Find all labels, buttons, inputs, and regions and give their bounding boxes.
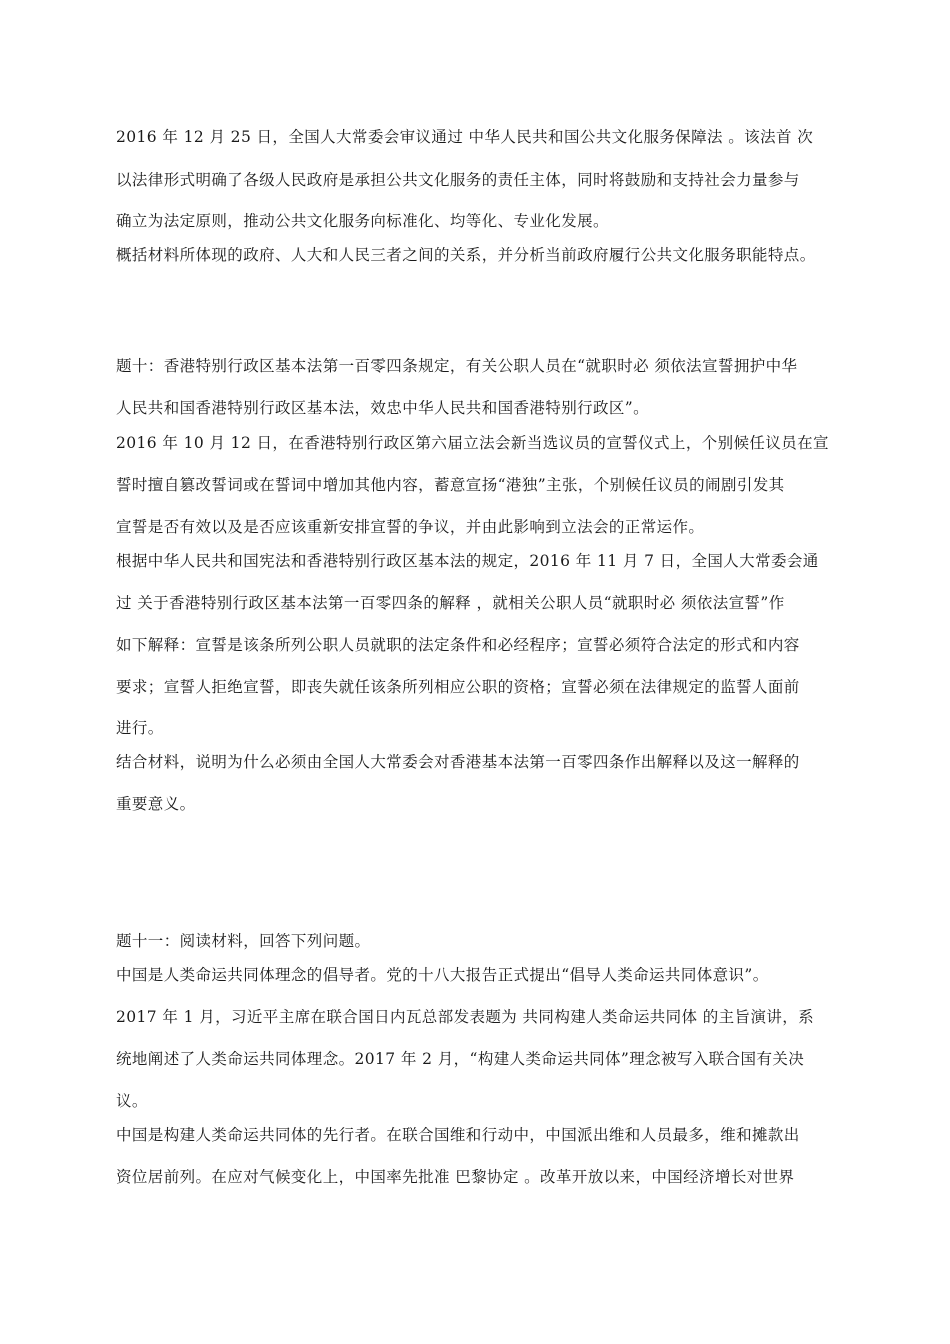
paragraph-line: 2017 年 1 月，习近平主席在联合国日内瓦总部发表题为 共同构建人类命运共同体 的主旨演讲，系 <box>116 1008 815 1026</box>
question-heading-line: 题十一：阅读材料，回答下列问题。 <box>116 932 371 950</box>
paragraph-line: 宣誓是否有效以及是否应该重新安排宣誓的争议，并由此影响到立法会的正常运作。 <box>116 518 705 536</box>
question-line: 结合材料，说明为什么必须由全国人大常委会对香港基本法第一百零四条作出解释以及这一解释的 <box>116 753 800 771</box>
paragraph-line: 确立为法定原则，推动公共文化服务向标准化、均等化、专业化发展。 <box>116 212 609 230</box>
paragraph-line: 以法律形式明确了各级人民政府是承担公共文化服务的责任主体，同时将鼓励和支持社会力量参与 <box>116 171 800 189</box>
paragraph-line: 要求；宣誓人拒绝宣誓，即丧失就任该条所列相应公职的资格；宣誓必须在法律规定的监誓人面前 <box>116 678 800 696</box>
paragraph-line: 如下解释：宣誓是该条所列公职人员就职的法定条件和必经程序；宣誓必须符合法定的形式和内容 <box>116 636 800 654</box>
paragraph-line: 进行。 <box>116 719 164 737</box>
paragraph-line: 2016 年 12 月 25 日，全国人大常委会审议通过 中华人民共和国公共文化服务保障法 。该法首 次 <box>116 128 814 146</box>
question-line: 概括材料所体现的政府、人大和人民三者之间的关系，并分析当前政府履行公共文化服务职能特点。 <box>116 246 816 264</box>
paragraph-line: 根据中华人民共和国宪法和香港特别行政区基本法的规定，2016 年 11 月 7 日，全国人大常委会通 <box>116 552 819 570</box>
paragraph-line: 2016 年 10 月 12 日，在香港特别行政区第六届立法会新当选议员的宣誓仪式上，个别候任议员在宣 <box>116 434 829 452</box>
paragraph-line: 誓时擅自篡改誓词或在誓词中增加其他内容，蓄意宣扬“港独”主张，个别候任议员的闹剧引发其 <box>116 476 785 494</box>
paragraph-line: 人民共和国香港特别行政区基本法，效忠中华人民共和国香港特别行政区”。 <box>116 399 650 417</box>
paragraph-line: 中国是构建人类命运共同体的先行者。在联合国维和行动中，中国派出维和人员最多，维和摊款出 <box>116 1126 800 1144</box>
paragraph-line: 议。 <box>116 1092 148 1110</box>
question-line: 重要意义。 <box>116 795 196 813</box>
paragraph-line: 统地阐述了人类命运共同体理念。2017 年 2 月，“构建人类命运共同体”理念被写入联合国有关决 <box>116 1050 805 1068</box>
paragraph-line: 资位居前列。在应对气候变化上，中国率先批准 巴黎协定 。改革开放以来，中国经济增长对世界 <box>116 1168 795 1186</box>
question-heading-line: 题十：香港特别行政区基本法第一百零四条规定，有关公职人员在“就职时必 须依法宣誓拥护中华 <box>116 357 798 375</box>
paragraph-line: 过 关于香港特别行政区基本法第一百零四条的解释 ，就相关公职人员“就职时必 须依法宣誓”作 <box>116 594 785 612</box>
paragraph-line: 中国是人类命运共同体理念的倡导者。党的十八大报告正式提出“倡导人类命运共同体意识”。 <box>116 966 769 984</box>
